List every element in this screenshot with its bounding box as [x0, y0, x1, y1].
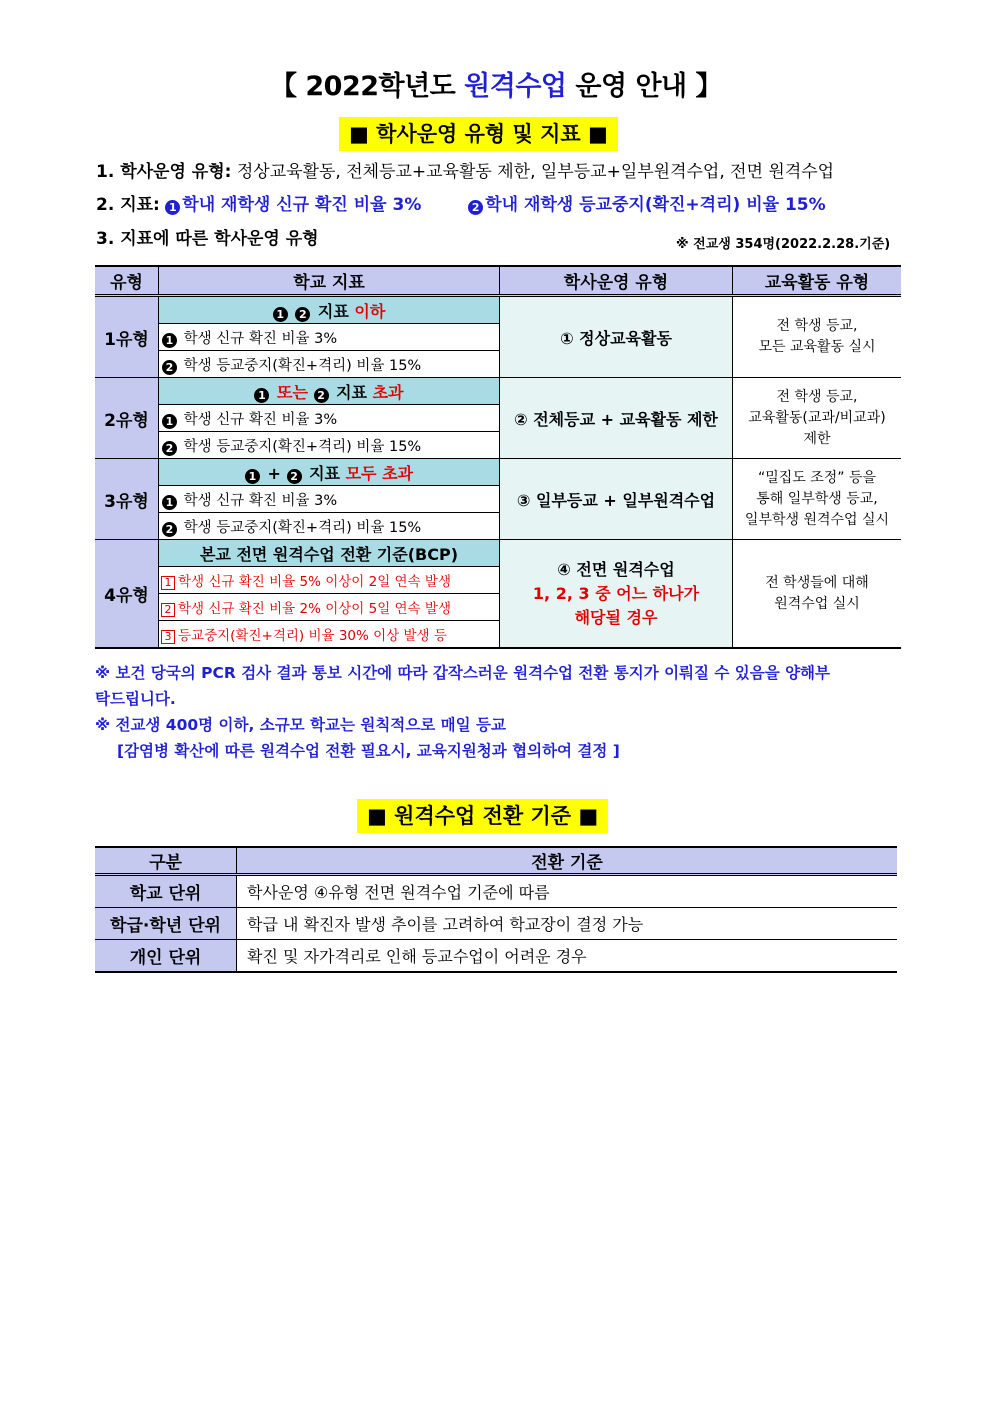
indicator-b [159, 432, 500, 459]
header-indicator: 학교 지표 [159, 266, 500, 296]
table-row [95, 908, 897, 940]
title-highlight: 원격수업 [464, 71, 567, 102]
indicator-a [159, 405, 500, 432]
enrollment-note: ※ 전교생 354명(2022.2.28.기준) [676, 237, 891, 252]
note-2: ※ 전교생 400명 이하, 소규모 학교는 원칙적으로 매일 등교 [95, 716, 506, 734]
indicator-b [159, 513, 500, 540]
bcp-number: 1 [161, 576, 175, 590]
item-2 [96, 193, 826, 217]
title-prefix: 【 2022학년도 [269, 71, 465, 102]
number-1-icon: 1 [245, 469, 260, 484]
number-1-icon: 1 [162, 333, 177, 348]
education-type [733, 378, 902, 459]
section-heading-1: ■ 학사운영 유형 및 지표 ■ [339, 117, 618, 151]
table-row [95, 378, 901, 405]
education-line: 원격수업 실시 [774, 595, 860, 612]
number-1-icon: 1 [162, 495, 177, 510]
operation-type: ② 전체등교 + 교육활동 제한 [500, 378, 733, 459]
table-row [95, 459, 901, 486]
bcp-text: 학생 신규 확진 비율 5% 이상이 2일 연속 발생 [178, 574, 451, 590]
switch-criteria-table [95, 846, 897, 973]
operation-line: 중 어느 하나가 [589, 583, 700, 603]
item-1 [96, 160, 834, 184]
bcp-condition [159, 567, 500, 594]
item-3-label: 3. 지표에 따른 학사운영 유형 [96, 229, 319, 249]
education-line: 전 학생들에 대해 [765, 574, 869, 591]
indicator-head-connector: + [261, 463, 287, 483]
education-type [733, 459, 902, 540]
criteria-value: 확진 및 자가격리로 인해 등교수업이 어려운 경우 [247, 947, 587, 966]
indicator-text: 학생 신규 확진 비율 3% [183, 330, 338, 347]
education-line: “밀집도 조정” 등을 [757, 469, 877, 486]
table-row [95, 540, 901, 567]
operation-line: ④ 전면 원격수업 [557, 559, 675, 579]
table-header-row [95, 847, 897, 875]
indicator-text: 학생 신규 확진 비율 3% [183, 411, 338, 428]
indicator-head-emphasis: 모두 초과 [345, 463, 413, 483]
indicator-head-emphasis: 초과 [372, 382, 404, 402]
number-1-icon: 1 [165, 200, 180, 215]
indicator-2: 학내 재학생 등교중지(확진+격리) 비율 15% [485, 195, 826, 215]
operation-type: ③ 일부등교 + 일부원격수업 [500, 459, 733, 540]
number-2-icon: 2 [295, 307, 310, 322]
item-1-label: 1. 학사운영 유형: [96, 162, 232, 182]
indicator-b [159, 351, 500, 378]
number-2-icon: 2 [162, 441, 177, 456]
item-2-label: 2. 지표: [96, 195, 160, 215]
indicator-head [159, 296, 500, 324]
operation-type [500, 540, 733, 649]
education-line: 일부학생 원격수업 실시 [744, 511, 890, 528]
number-1-icon: 1 [273, 307, 288, 322]
title-suffix: 운영 안내 】 [566, 71, 723, 102]
number-2-icon: 2 [314, 388, 329, 403]
indicator-head [159, 459, 500, 486]
indicator-head-text: 지표 [303, 463, 346, 483]
table-header-row [95, 266, 901, 296]
indicator-head-text: 지표 [330, 382, 373, 402]
number-1-icon: 1 [254, 388, 269, 403]
type-label: 3유형 [95, 459, 159, 540]
note-1: ※ 보건 당국의 PCR 검사 결과 통보 시간에 따라 갑작스러운 원격수업 전환 통지가 이뤄질 수 있음을 양해부 [95, 664, 831, 682]
type-label: 2유형 [95, 378, 159, 459]
indicator-text: 학생 등교중지(확진+격리) 비율 15% [183, 519, 422, 536]
item-1-text: 정상교육활동, 전체등교+교육활동 제한, 일부등교+일부원격수업, 전면 원격수업 [231, 162, 835, 182]
bcp-text: 등교중지(확진+격리) 비율 30% 이상 발생 등 [178, 628, 447, 644]
number-1-icon: 1 [162, 414, 177, 429]
operation-type: ① 정상교육활동 [500, 296, 733, 378]
table-row [95, 296, 901, 324]
number-2-icon: 2 [162, 360, 177, 375]
criteria-key: 개인 단위 [95, 940, 237, 973]
number-2-icon: 2 [468, 200, 483, 215]
operation-condition-nums: 1, 2, 3 [532, 583, 590, 603]
criteria-value: 학급 내 확진자 발생 추이를 고려하여 학교장이 결정 가능 [237, 908, 898, 940]
number-2-icon: 2 [162, 522, 177, 537]
header-education: 교육활동 유형 [733, 266, 902, 296]
table-row [95, 940, 897, 973]
indicator-head-emphasis: 이하 [354, 301, 386, 321]
item-3 [96, 227, 319, 251]
header-criteria: 전환 기준 [237, 847, 898, 875]
header-type: 유형 [95, 266, 159, 296]
page-title [0, 64, 992, 103]
operation-line: 해당될 경우 [574, 607, 658, 627]
header-category: 구분 [95, 847, 237, 875]
criteria-key: 학급·학년 단위 [95, 908, 237, 940]
indicator-text: 학생 신규 확진 비율 3% [183, 492, 338, 509]
education-line: 모든 교육활동 실시 [758, 339, 876, 355]
indicator-a [159, 486, 500, 513]
education-line: 제한 [803, 430, 831, 447]
section-heading-2: ■ 원격수업 전환 기준 ■ [357, 799, 608, 833]
indicator-1: 학내 재학생 신규 확진 비율 3% [182, 195, 422, 215]
indicator-text: 학생 등교중지(확진+격리) 비율 15% [183, 438, 422, 455]
criteria-key: 학교 단위 [95, 875, 237, 908]
criteria-value: 학사운영 ④유형 전면 원격수업 기준에 따름 [237, 875, 898, 908]
bcp-number: 3 [161, 630, 175, 644]
bcp-number: 2 [161, 603, 175, 617]
indicator-text: 학생 등교중지(확진+격리) 비율 15% [183, 357, 422, 374]
note-1-cont: 탁드립니다. [95, 690, 176, 708]
indicator-a [159, 324, 500, 351]
education-type [733, 540, 902, 649]
education-line: 전 학생 등교, [776, 388, 858, 405]
table-row [95, 875, 897, 908]
bcp-head: 본교 전면 원격수업 전환 기준(BCP) [159, 540, 500, 567]
indicator-head-text: 지표 [312, 301, 355, 321]
indicator-head-connector: 또는 [271, 382, 314, 402]
operation-type-table [95, 265, 901, 649]
education-line: 통해 일부학생 등교, [756, 490, 878, 507]
education-type [733, 296, 902, 378]
number-2-icon: 2 [287, 469, 302, 484]
education-line: 교육활동(교과/비교과) [748, 409, 886, 426]
indicator-head [159, 378, 500, 405]
education-line: 전 학생 등교, [776, 318, 858, 334]
note-3: [감염병 확산에 따른 원격수업 전환 필요시, 교육지원청과 협의하여 결정 ] [117, 742, 620, 760]
notes [95, 660, 900, 764]
header-operation: 학사운영 유형 [500, 266, 733, 296]
type-label: 1유형 [95, 296, 159, 378]
bcp-condition [159, 621, 500, 649]
bcp-text: 학생 신규 확진 비율 2% 이상이 5일 연속 발생 [178, 601, 451, 617]
type-label: 4유형 [95, 540, 159, 649]
bcp-condition [159, 594, 500, 621]
